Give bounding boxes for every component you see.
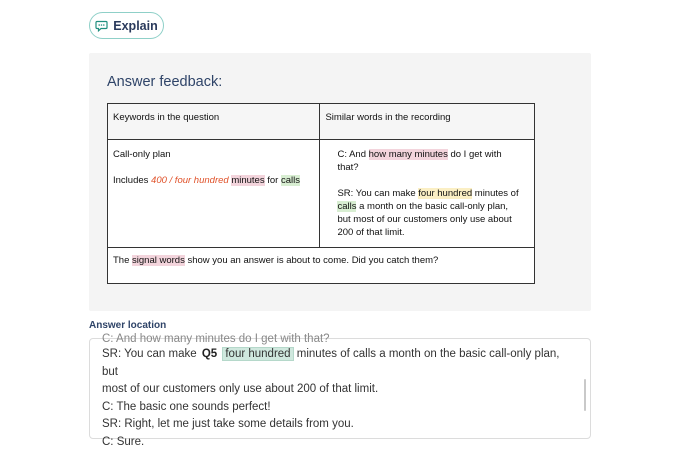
transcript [102,333,572,451]
keyword-line-plan: Call-only plan [113,149,171,160]
answer-highlight-four-hundred: four hundred [418,188,473,199]
similar-words-cell [320,140,535,248]
answer-location-label: Answer location [89,320,167,331]
transcript-scroll-box[interactable] [89,333,591,448]
keyword-highlight-calls: calls [280,175,300,186]
keyword-highlight-minutes: minutes [231,175,265,186]
recording-line-question: C: And how many minutes do I get with that? [337,149,502,173]
signal-words-highlight: signal words [132,255,185,266]
transcript-line: SR: Right, let me just take some details from you. [102,418,354,430]
transcript-line: SR: You can make Q5 four hundred minutes of calls a month on the basic call-only plan, but [102,348,560,378]
transcript-cut-line: C: And how many minutes do I get with that? [102,333,330,345]
speech-bubble-icon [95,20,108,32]
keywords-cell [108,140,320,248]
question-tag: Q5 [201,348,218,360]
signal-highlight: how many minutes [368,149,448,160]
signal-words-note: The signal words show you an answer is about to come. Did you catch them? [108,248,535,284]
answer-highlight: 400 / four hundred [151,175,229,186]
answer-highlight-box: four hundred [222,347,293,361]
transcript-line: most of our customers only use about 200 of that limit. [102,383,379,395]
table-header-similar-words: Similar words in the recording [320,104,535,140]
feedback-table [107,103,535,284]
recording-line-answer: SR: You can make four hundred minutes of calls a month on the basic call-only plan, but most of our customers only use about 200 of that limit. [337,188,519,238]
transcript-line: C: Sure. [102,435,145,448]
table-header-keywords: Keywords in the question [108,104,320,140]
transcript-line: C: The basic one sounds perfect! [102,400,271,413]
transcript-scrollbar[interactable] [584,379,586,411]
keyword-highlight-calls-recording: calls [337,201,357,212]
explain-button[interactable] [89,12,164,39]
explain-button-label: Explain [113,18,158,33]
feedback-title: Answer feedback: [107,74,223,90]
answer-feedback-panel [89,53,591,311]
keyword-line-includes: Includes 400 / four hundred minutes for calls [113,175,300,186]
